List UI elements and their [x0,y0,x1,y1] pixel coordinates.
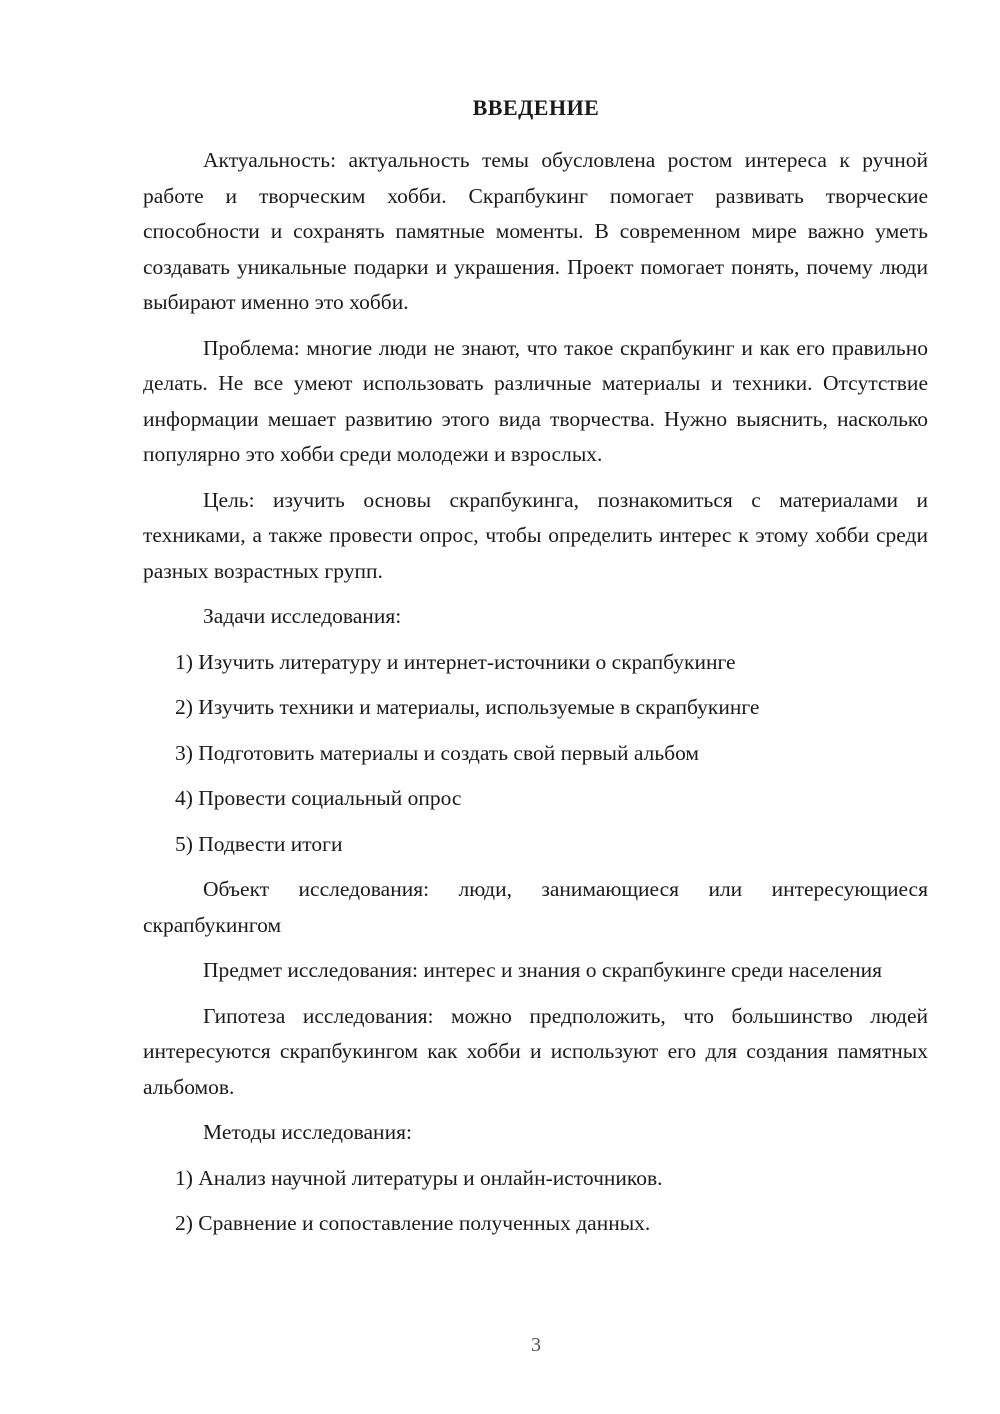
problem-paragraph: Проблема: многие люди не знают, что такое скрапбукинг и как его правильно делать. Не все умеют использовать различные материалы и техники. Отсутствие информации мешает развитию этого вида творчества. Нужно выяснить, насколько популярно это хобби среди молодежи и взрослых. [143,335,928,466]
goal-paragraph: Цель: изучить основы скрапбукинга, познакомиться с материалами и техниками, а также провести опрос, чтобы определить интерес к этому хобби среди разных возрастных групп. [143,487,928,583]
list-item: 3) Подготовить материалы и создать свой первый альбом [175,740,700,765]
list-item: 2) Сравнение и сопоставление полученных данных. [175,1211,651,1235]
page-number: 3 [531,1334,541,1356]
tasks-list [143,645,928,863]
list-item: 2) Изучить техники и материалы, используемые в скрапбукинге [175,695,760,719]
relevance-paragraph: Актуальность: актуальность темы обусловлена ростом интереса к ручной работе и творческим хобби. Скрапбукинг помогает развивать творческие способности и сохранять памятные моменты. В современном мире важно уметь создавать уникальные подарки и украшения. Проект помогает понять, почему люди выбирают именно это хобби. [143,148,928,314]
methods-list [143,1161,928,1242]
list-item: 4) Провести социальный опрос [175,786,462,810]
list-item: 5) Подвести итоги [175,831,343,856]
list-item: 1) Анализ научной литературы и онлайн-источников. [175,1165,663,1190]
methods-heading: Методы исследования: [203,1120,412,1144]
document-body [143,143,928,1252]
subject-paragraph: Предмет исследования: интерес и знания о скрапбукинге среди населения [203,958,883,982]
page-title: ВВЕДЕНИЕ [472,95,600,120]
list-item: 1) Изучить литературу и интернет-источники о скрапбукинге [175,649,736,674]
object-paragraph: Объект исследования: люди, занимающиеся или интересующиеся скрапбукингом [143,877,928,937]
tasks-heading: Задачи исследования: [203,604,402,628]
hypothesis-paragraph: Гипотеза исследования: можно предположить, что большинство людей интересуются скрапбукингом как хобби и используют его для создания памятных альбомов. [143,1003,928,1099]
